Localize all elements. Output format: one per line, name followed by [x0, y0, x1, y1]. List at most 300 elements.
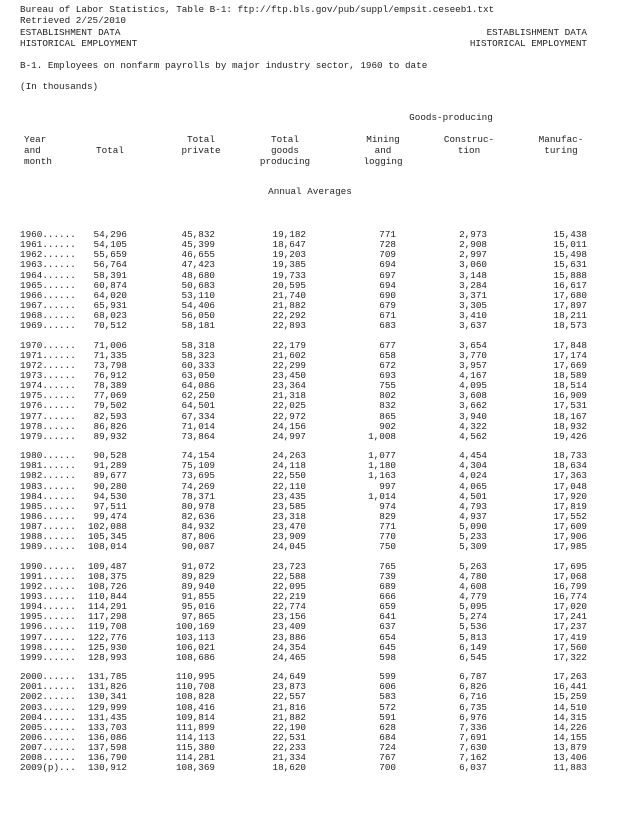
manufacturing-cell: 17,985	[553, 541, 587, 553]
total-cell: 73,798	[93, 359, 127, 371]
goods-producing-cell: 23,873	[272, 681, 306, 693]
year-cell: 1988......	[20, 531, 76, 543]
total-cell: 76,912	[93, 370, 127, 381]
total-cell: 117,298	[87, 611, 127, 623]
total-cell: 108,014	[87, 541, 127, 553]
total-cell: 54,296	[93, 229, 127, 240]
manufacturing-cell: 16,441	[553, 681, 587, 693]
goods-producing-cell: 23,450	[272, 370, 306, 381]
mining-logging-cell: 666	[379, 591, 396, 602]
mining-logging-cell: 693	[379, 370, 396, 381]
total-cell: 56,764	[93, 259, 127, 271]
manufacturing-cell: 15,888	[553, 269, 587, 281]
year-cell: 1986......	[20, 510, 76, 522]
year-cell: 2007......	[20, 742, 76, 753]
mining-logging-cell: 728	[379, 239, 396, 251]
mining-logging-cell: 628	[379, 721, 396, 733]
goods-producing-cell: 18,647	[272, 239, 306, 251]
goods-producing-cell: 24,465	[272, 651, 306, 663]
total-cell: 79,502	[93, 400, 127, 412]
construction-cell: 6,545	[459, 651, 487, 663]
year-cell: 1996......	[20, 621, 76, 633]
mining-logging-cell: 683	[379, 320, 396, 332]
table-row	[0, 652, 629, 663]
year-cell: 1961......	[20, 239, 76, 251]
total-cell: 131,435	[87, 711, 127, 723]
total-cell: 58,391	[93, 269, 127, 281]
total-cell: 128,993	[87, 651, 127, 663]
manufacturing-cell: 17,531	[553, 400, 587, 412]
total-cell: 71,335	[93, 349, 127, 361]
construction-cell: 5,233	[459, 531, 487, 543]
total-private-cell: 62,250	[181, 390, 215, 402]
total-private-cell: 73,864	[181, 430, 215, 442]
mining-logging-cell: 641	[379, 611, 396, 623]
year-cell: 1979......	[20, 430, 76, 442]
mining-logging-cell: 1,163	[368, 470, 396, 482]
goods-producing-cell: 22,095	[272, 580, 306, 592]
year-cell: 1985......	[20, 500, 76, 512]
manufacturing-cell: 18,733	[553, 450, 587, 461]
goods-producing-cell: 24,997	[272, 430, 306, 442]
year-cell: 1967......	[20, 300, 76, 312]
goods-producing-cell: 22,557	[272, 691, 306, 703]
mining-logging-cell: 572	[379, 701, 396, 713]
total-private-cell: 58,181	[181, 320, 215, 332]
mining-logging-cell: 658	[379, 349, 396, 361]
total-cell: 130,912	[87, 762, 127, 774]
total-private-cell: 60,333	[181, 359, 215, 371]
goods-producing-group-header: Goods-producing	[409, 112, 493, 123]
year-cell: 1993......	[20, 591, 76, 602]
goods-producing-cell: 22,893	[272, 320, 306, 332]
total-cell: 68,023	[93, 310, 127, 322]
construction-cell: 4,608	[459, 580, 487, 592]
manufacturing-cell: 17,920	[553, 490, 587, 502]
goods-producing-cell: 22,531	[272, 731, 306, 743]
manufacturing-cell: 17,068	[553, 570, 587, 582]
goods-producing-cell: 24,118	[272, 460, 306, 472]
construction-cell: 2,997	[459, 249, 487, 261]
manufacturing-cell: 14,315	[553, 711, 587, 723]
year-cell: 1973......	[20, 370, 76, 381]
mining-logging-cell: 659	[379, 601, 396, 613]
construction-cell: 4,562	[459, 430, 487, 442]
goods-producing-cell: 23,156	[272, 611, 306, 623]
goods-producing-cell: 19,182	[272, 229, 306, 240]
total-private-cell: 115,380	[175, 742, 215, 753]
construction-cell: 7,336	[459, 721, 487, 733]
goods-producing-cell: 22,292	[272, 310, 306, 322]
manufacturing-cell: 17,419	[553, 631, 587, 643]
construction-cell: 3,770	[459, 349, 487, 361]
construction-cell: 3,940	[459, 410, 487, 422]
manufacturing-cell: 16,617	[553, 279, 587, 291]
col-header-mining-logging: Mining and logging	[363, 134, 403, 167]
goods-producing-cell: 23,886	[272, 631, 306, 643]
goods-producing-cell: 23,364	[272, 380, 306, 392]
manufacturing-cell: 18,514	[553, 380, 587, 392]
mining-logging-cell: 865	[379, 410, 396, 422]
total-private-cell: 80,978	[181, 500, 215, 512]
mining-logging-cell: 974	[379, 500, 396, 512]
total-cell: 78,389	[93, 380, 127, 392]
total-private-cell: 91,855	[181, 591, 215, 602]
construction-cell: 3,060	[459, 259, 487, 271]
construction-cell: 4,793	[459, 500, 487, 512]
total-cell: 90,280	[93, 480, 127, 492]
total-private-cell: 46,655	[181, 249, 215, 261]
mining-logging-cell: 700	[379, 762, 396, 774]
goods-producing-cell: 20,595	[272, 279, 306, 291]
total-cell: 71,006	[93, 339, 127, 351]
goods-producing-cell: 18,620	[272, 762, 306, 774]
total-private-cell: 97,865	[181, 611, 215, 623]
total-private-cell: 100,169	[175, 621, 215, 633]
mining-logging-cell: 671	[379, 310, 396, 322]
total-cell: 97,511	[93, 500, 127, 512]
total-private-cell: 106,021	[175, 641, 215, 653]
mining-logging-cell: 724	[379, 742, 396, 753]
construction-cell: 3,957	[459, 359, 487, 371]
construction-cell: 4,501	[459, 490, 487, 502]
year-cell: 2009(p)...	[20, 762, 76, 774]
construction-cell: 3,410	[459, 310, 487, 322]
establishment-label-right: ESTABLISHMENT DATA	[486, 27, 587, 38]
construction-cell: 4,322	[459, 420, 487, 432]
construction-cell: 4,167	[459, 370, 487, 381]
mining-logging-cell: 997	[379, 480, 396, 492]
construction-cell: 7,691	[459, 731, 487, 743]
construction-cell: 2,908	[459, 239, 487, 251]
total-private-cell: 108,828	[175, 691, 215, 703]
manufacturing-cell: 18,211	[553, 310, 587, 322]
mining-logging-cell: 606	[379, 681, 396, 693]
manufacturing-cell: 13,879	[553, 742, 587, 753]
source-line: Bureau of Labor Statistics, Table B-1: ftp://ftp.bls.gov/pub/suppl/empsit.ceseeb1.txt	[20, 4, 495, 15]
total-private-cell: 110,708	[175, 681, 215, 693]
goods-producing-cell: 22,550	[272, 470, 306, 482]
year-cell: 1995......	[20, 611, 76, 623]
total-private-cell: 50,683	[181, 279, 215, 291]
mining-logging-cell: 677	[379, 339, 396, 351]
mining-logging-cell: 684	[379, 731, 396, 743]
year-cell: 1970......	[20, 339, 76, 351]
year-cell: 1963......	[20, 259, 76, 271]
construction-cell: 3,371	[459, 289, 487, 301]
goods-producing-cell: 22,190	[272, 721, 306, 733]
total-cell: 114,291	[87, 601, 127, 613]
year-cell: 1960......	[20, 229, 76, 240]
total-private-cell: 111,899	[175, 721, 215, 733]
total-cell: 136,790	[87, 752, 127, 764]
manufacturing-cell: 19,426	[553, 430, 587, 442]
year-cell: 1992......	[20, 580, 76, 592]
construction-cell: 6,787	[459, 671, 487, 682]
goods-producing-cell: 22,219	[272, 591, 306, 602]
year-cell: 1966......	[20, 289, 76, 301]
historical-label-right: HISTORICAL EMPLOYMENT	[469, 38, 587, 49]
mining-logging-cell: 689	[379, 580, 396, 592]
mining-logging-cell: 654	[379, 631, 396, 643]
mining-logging-cell: 694	[379, 279, 396, 291]
manufacturing-cell: 15,631	[553, 259, 587, 271]
manufacturing-cell: 14,155	[553, 731, 587, 743]
manufacturing-cell: 15,438	[553, 229, 587, 240]
total-private-cell: 48,680	[181, 269, 215, 281]
mining-logging-cell: 765	[379, 560, 396, 572]
total-private-cell: 63,050	[181, 370, 215, 381]
year-cell: 1980......	[20, 450, 76, 461]
total-private-cell: 71,014	[181, 420, 215, 432]
mining-logging-cell: 1,077	[368, 450, 396, 461]
mining-logging-cell: 832	[379, 400, 396, 412]
construction-cell: 4,779	[459, 591, 487, 602]
total-private-cell: 89,829	[181, 570, 215, 582]
total-private-cell: 53,110	[181, 289, 215, 301]
manufacturing-cell: 17,906	[553, 531, 587, 543]
goods-producing-cell: 23,723	[272, 560, 306, 572]
col-header-manufacturing: Manufac- turing	[538, 134, 584, 156]
mining-logging-cell: 1,180	[368, 460, 396, 472]
mining-logging-cell: 1,008	[368, 430, 396, 442]
mining-logging-cell: 591	[379, 711, 396, 723]
mining-logging-cell: 829	[379, 510, 396, 522]
goods-producing-cell: 23,409	[272, 621, 306, 633]
total-cell: 119,708	[87, 621, 127, 633]
goods-producing-cell: 22,110	[272, 480, 306, 492]
total-private-cell: 95,016	[181, 601, 215, 613]
construction-cell: 7,630	[459, 742, 487, 753]
goods-producing-cell: 22,233	[272, 742, 306, 753]
total-private-cell: 58,318	[181, 339, 215, 351]
year-cell: 1971......	[20, 349, 76, 361]
construction-cell: 5,095	[459, 601, 487, 613]
total-cell: 82,593	[93, 410, 127, 422]
total-cell: 89,932	[93, 430, 127, 442]
goods-producing-cell: 21,740	[272, 289, 306, 301]
table-row	[0, 541, 629, 552]
manufacturing-cell: 16,774	[553, 591, 587, 602]
total-cell: 109,487	[87, 560, 127, 572]
total-private-cell: 103,113	[175, 631, 215, 643]
mining-logging-cell: 672	[379, 359, 396, 371]
manufacturing-cell: 18,932	[553, 420, 587, 432]
mining-logging-cell: 771	[379, 229, 396, 240]
total-private-cell: 91,072	[181, 560, 215, 572]
construction-cell: 4,304	[459, 460, 487, 472]
year-cell: 1984......	[20, 490, 76, 502]
total-cell: 131,785	[87, 671, 127, 682]
goods-producing-cell: 24,263	[272, 450, 306, 461]
construction-cell: 5,090	[459, 521, 487, 532]
total-cell: 86,826	[93, 420, 127, 432]
construction-cell: 4,780	[459, 570, 487, 582]
manufacturing-cell: 17,897	[553, 300, 587, 312]
manufacturing-cell: 17,848	[553, 339, 587, 351]
construction-cell: 3,637	[459, 320, 487, 332]
total-private-cell: 75,109	[181, 460, 215, 472]
construction-cell: 3,284	[459, 279, 487, 291]
col-header-total-private: Total private	[181, 134, 221, 156]
historical-label-left: HISTORICAL EMPLOYMENT	[20, 38, 138, 49]
construction-cell: 5,263	[459, 560, 487, 572]
total-private-cell: 108,686	[175, 651, 215, 663]
goods-producing-cell: 23,909	[272, 531, 306, 543]
year-cell: 1962......	[20, 249, 76, 261]
goods-producing-cell: 19,385	[272, 259, 306, 271]
year-cell: 1987......	[20, 521, 76, 532]
goods-producing-cell: 21,882	[272, 711, 306, 723]
mining-logging-cell: 755	[379, 380, 396, 392]
total-private-cell: 74,269	[181, 480, 215, 492]
year-cell: 1981......	[20, 460, 76, 472]
col-header-total: Total	[96, 145, 124, 156]
construction-cell: 6,735	[459, 701, 487, 713]
manufacturing-cell: 17,048	[553, 480, 587, 492]
goods-producing-cell: 24,156	[272, 420, 306, 432]
manufacturing-cell: 18,167	[553, 410, 587, 422]
total-cell: 54,105	[93, 239, 127, 251]
construction-cell: 4,065	[459, 480, 487, 492]
total-cell: 110,844	[87, 591, 127, 602]
year-cell: 1974......	[20, 380, 76, 392]
goods-producing-cell: 21,882	[272, 300, 306, 312]
mining-logging-cell: 770	[379, 531, 396, 543]
manufacturing-cell: 11,883	[553, 762, 587, 774]
construction-cell: 3,305	[459, 300, 487, 312]
total-cell: 55,659	[93, 249, 127, 261]
mining-logging-cell: 583	[379, 691, 396, 703]
mining-logging-cell: 637	[379, 621, 396, 633]
manufacturing-cell: 17,020	[553, 601, 587, 613]
year-cell: 1990......	[20, 560, 76, 572]
manufacturing-cell: 17,819	[553, 500, 587, 512]
goods-producing-cell: 24,045	[272, 541, 306, 553]
mining-logging-cell: 599	[379, 671, 396, 682]
mining-logging-cell: 679	[379, 300, 396, 312]
manufacturing-cell: 18,589	[553, 370, 587, 381]
goods-producing-cell: 21,816	[272, 701, 306, 713]
goods-producing-cell: 23,435	[272, 490, 306, 502]
construction-cell: 3,654	[459, 339, 487, 351]
manufacturing-cell: 16,799	[553, 580, 587, 592]
col-header-construction: Construc- tion	[443, 134, 495, 156]
goods-producing-cell: 21,602	[272, 349, 306, 361]
year-cell: 1997......	[20, 631, 76, 643]
manufacturing-cell: 17,241	[553, 611, 587, 623]
table-row	[0, 431, 629, 442]
mining-logging-cell: 690	[379, 289, 396, 301]
construction-cell: 7,162	[459, 752, 487, 764]
construction-cell: 5,813	[459, 631, 487, 643]
total-cell: 89,677	[93, 470, 127, 482]
goods-producing-cell: 22,588	[272, 570, 306, 582]
total-private-cell: 67,334	[181, 410, 215, 422]
goods-producing-cell: 24,354	[272, 641, 306, 653]
construction-cell: 4,024	[459, 470, 487, 482]
year-cell: 1978......	[20, 420, 76, 432]
total-cell: 70,512	[93, 320, 127, 332]
total-cell: 65,931	[93, 300, 127, 312]
manufacturing-cell: 17,322	[553, 651, 587, 663]
year-cell: 2006......	[20, 731, 76, 743]
total-private-cell: 108,416	[175, 701, 215, 713]
construction-cell: 5,536	[459, 621, 487, 633]
total-cell: 77,069	[93, 390, 127, 402]
construction-cell: 3,148	[459, 269, 487, 281]
total-private-cell: 74,154	[181, 450, 215, 461]
goods-producing-cell: 22,179	[272, 339, 306, 351]
construction-cell: 4,937	[459, 510, 487, 522]
construction-cell: 3,662	[459, 400, 487, 412]
total-private-cell: 78,371	[181, 490, 215, 502]
mining-logging-cell: 902	[379, 420, 396, 432]
year-cell: 1989......	[20, 541, 76, 553]
year-cell: 2000......	[20, 671, 76, 682]
total-cell: 133,703	[87, 721, 127, 733]
mining-logging-cell: 645	[379, 641, 396, 653]
total-private-cell: 109,814	[175, 711, 215, 723]
total-cell: 108,375	[87, 570, 127, 582]
total-private-cell: 114,281	[175, 752, 215, 764]
manufacturing-cell: 17,237	[553, 621, 587, 633]
manufacturing-cell: 17,552	[553, 510, 587, 522]
goods-producing-cell: 22,972	[272, 410, 306, 422]
goods-producing-cell: 22,774	[272, 601, 306, 613]
col-header-total-goods-producing: Total goods producing	[259, 134, 311, 167]
construction-cell: 3,608	[459, 390, 487, 402]
manufacturing-cell: 17,363	[553, 470, 587, 482]
year-cell: 1965......	[20, 279, 76, 291]
goods-producing-cell: 23,470	[272, 521, 306, 532]
total-private-cell: 84,932	[181, 521, 215, 532]
table-title: B-1. Employees on nonfarm payrolls by major industry sector, 1960 to date	[20, 60, 428, 71]
construction-cell: 6,716	[459, 691, 487, 703]
total-private-cell: 89,940	[181, 580, 215, 592]
goods-producing-cell: 23,585	[272, 500, 306, 512]
construction-cell: 6,976	[459, 711, 487, 723]
total-cell: 130,341	[87, 691, 127, 703]
construction-cell: 4,454	[459, 450, 487, 461]
total-private-cell: 64,086	[181, 380, 215, 392]
construction-cell: 6,037	[459, 762, 487, 774]
year-cell: 2008......	[20, 752, 76, 764]
total-cell: 136,086	[87, 731, 127, 743]
total-private-cell: 54,406	[181, 300, 215, 312]
total-private-cell: 58,323	[181, 349, 215, 361]
year-cell: 2001......	[20, 681, 76, 693]
total-private-cell: 73,695	[181, 470, 215, 482]
total-private-cell: 90,087	[181, 541, 215, 553]
year-cell: 1977......	[20, 410, 76, 422]
total-cell: 94,530	[93, 490, 127, 502]
mining-logging-cell: 767	[379, 752, 396, 764]
year-cell: 1999......	[20, 651, 76, 663]
year-cell: 1968......	[20, 310, 76, 322]
total-cell: 99,474	[93, 510, 127, 522]
total-cell: 91,289	[93, 460, 127, 472]
total-private-cell: 82,636	[181, 510, 215, 522]
year-cell: 1972......	[20, 359, 76, 371]
total-private-cell: 64,501	[181, 400, 215, 412]
retrieved-date: Retrieved 2/25/2010	[20, 15, 127, 26]
table-units: (In thousands)	[20, 81, 99, 92]
manufacturing-cell: 14,510	[553, 701, 587, 713]
year-cell: 1994......	[20, 601, 76, 613]
mining-logging-cell: 750	[379, 541, 396, 553]
total-cell: 90,528	[93, 450, 127, 461]
